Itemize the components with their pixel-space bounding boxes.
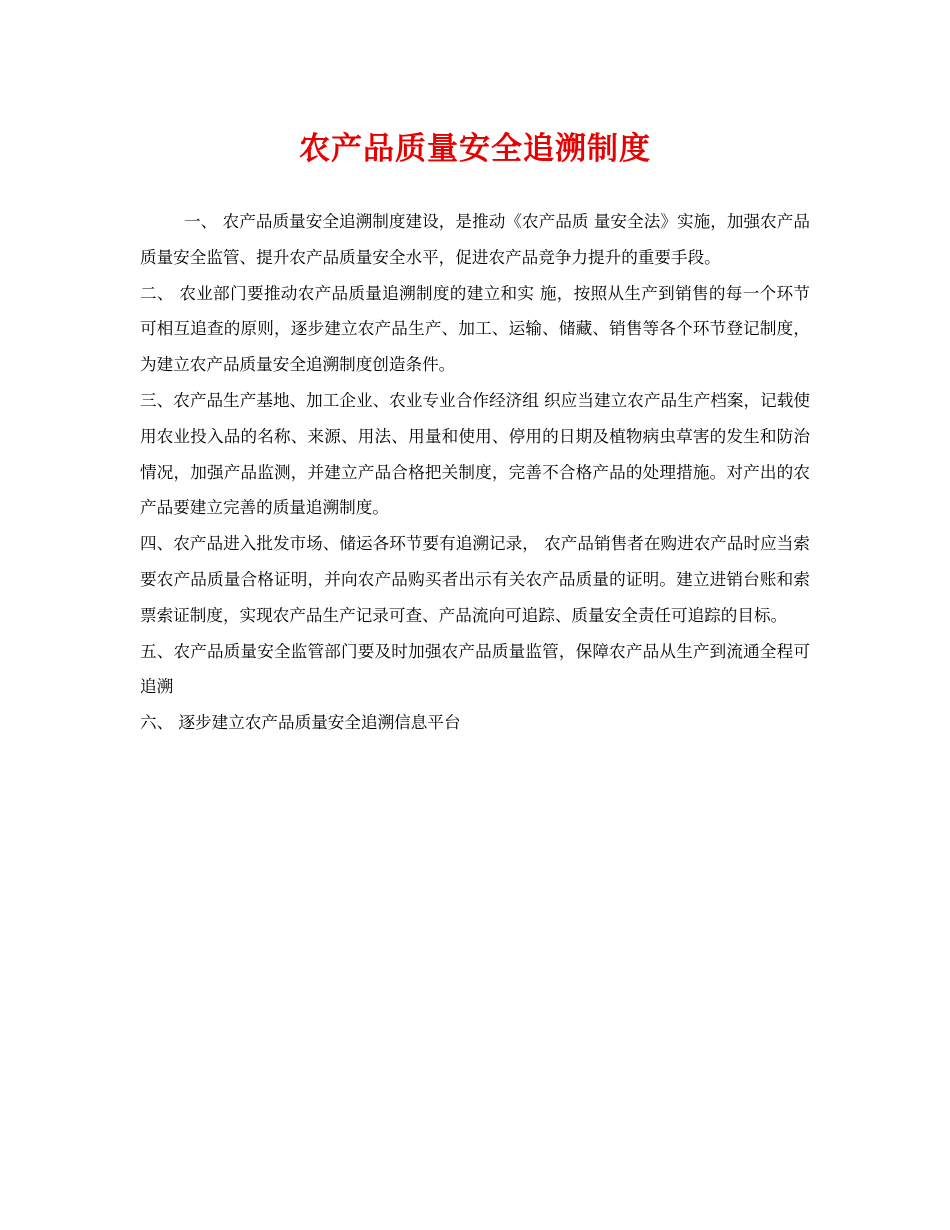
paragraph-4: 四、农产品进入批发市场、储运各环节要有追溯记录， 农产品销售者在购进农产品时应当索要农产品质量合格证明，并向农产品购买者出示有关农产品质量的证明。建立进销台账和索票索证制度，实现农产品生产记录可查、产品流向可追踪、质量安全责任可追踪的目标。 (140, 534, 810, 625)
paragraph-5: 五、农产品质量安全监管部门要及时加强农产品质量监管，保障农产品从生产到流通全程可追溯 (140, 641, 810, 697)
document-title: 农产品质量安全追溯制度 (299, 131, 651, 167)
document-body (140, 204, 810, 741)
paragraph-2: 二、 农业部门要推动农产品质量追溯制度的建立和实 施，按照从生产到销售的每一个环节可相互追查的原则，逐步建立农产品生产、加工、运输、储藏、销售等各个环节登记制度，为建立农产品质量安全追溯制度创造条件。 (140, 283, 810, 375)
paragraph-3: 三、农产品生产基地、加工企业、农业专业合作经济组 织应当建立农产品生产档案，记载使用农业投入品的名称、来源、用法、用量和使用、停用的日期及植物病虫草害的发生和防治情况，加强产品监测，并建立产品合格把关制度，完善不合格产品的处理措施。对产出的农产品要建立完善的质量追溯制度。 (140, 390, 810, 518)
paragraph-1: 一、 农产品质量安全追溯制度建设，是推动《农产品质 量安全法》实施，加强农产品质量安全监管、提升农产品质量安全水平，促进农产品竞争力提升的重要手段。 (140, 212, 810, 267)
paragraph-6: 六、 逐步建立农产品质量安全追溯信息平台 (140, 713, 461, 733)
